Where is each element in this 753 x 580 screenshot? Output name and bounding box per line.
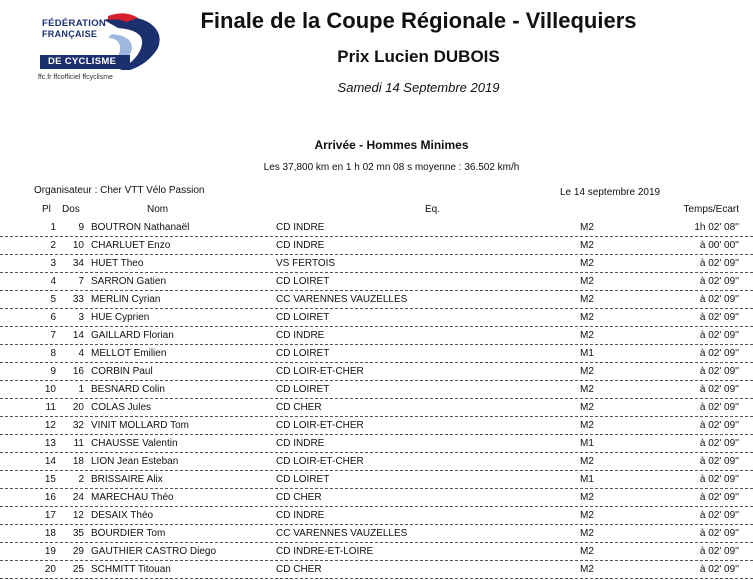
cell-bib: 9: [78, 222, 84, 233]
cell-time: à 02' 09'': [699, 438, 739, 449]
cell-rank: 6: [50, 312, 56, 323]
cell-time: à 02' 09'': [699, 456, 739, 467]
cell-rank: 19: [44, 546, 56, 557]
cell-rank: 20: [44, 564, 56, 575]
cell-team: VS FERTOIS: [276, 258, 336, 269]
cell-rider-name: LION Jean Esteban: [91, 456, 179, 467]
cell-rider-name: BESNARD Colin: [91, 384, 165, 395]
table-row: [0, 273, 753, 291]
cell-team: CD LOIRET: [276, 312, 330, 323]
cell-time: à 02' 09'': [699, 366, 739, 377]
cell-bib: 10: [72, 240, 84, 251]
cell-rank: 12: [44, 420, 56, 431]
table-row: [0, 399, 753, 417]
cell-rider-name: SARRON Gatien: [91, 276, 167, 287]
cell-rank: 9: [50, 366, 56, 377]
cell-time: à 02' 09'': [699, 348, 739, 359]
logo-line-3: DE CYCLISME: [48, 56, 117, 67]
cell-bib: 18: [72, 456, 84, 467]
cell-bib: 11: [73, 438, 84, 449]
cell-category: M2: [580, 366, 594, 377]
cell-rider-name: VINIT MOLLARD Tom: [91, 420, 189, 431]
cell-time: à 02' 09'': [699, 420, 739, 431]
column-header-time: Temps/Ecart: [683, 204, 739, 215]
cell-team: CD LOIRET: [276, 384, 330, 395]
cell-bib: 34: [72, 258, 84, 269]
cell-category: M1: [580, 348, 594, 359]
cell-team: CD LOIRET: [276, 276, 330, 287]
cell-category: M2: [580, 222, 594, 233]
race-title: Arrivée - Hommes Minimes: [314, 138, 469, 152]
cell-rank: 5: [50, 294, 56, 305]
cell-category: M2: [580, 240, 594, 251]
cell-rank: 17: [44, 510, 56, 521]
publication-date: Le 14 septembre 2019: [560, 187, 661, 198]
cell-time: à 02' 09'': [699, 276, 739, 287]
cell-rank: 10: [44, 384, 56, 395]
cell-rank: 13: [44, 438, 56, 449]
cell-time: à 02' 09'': [699, 510, 739, 521]
cell-rider-name: SCHMITT Titouan: [91, 564, 171, 575]
cell-rider-name: MERLIN Cyrian: [91, 294, 161, 305]
cell-time: à 02' 09'': [699, 492, 739, 503]
table-row: [0, 471, 753, 489]
cell-team: CD INDRE: [276, 330, 325, 341]
cell-team: CD INDRE-ET-LOIRE: [276, 546, 374, 557]
column-header-dos: Dos: [62, 204, 80, 215]
cell-time: 1h 02' 08'': [694, 222, 739, 233]
page-title: Finale de la Coupe Régionale - Villequiers: [200, 8, 637, 33]
cell-time: à 02' 09'': [699, 402, 739, 413]
table-row: [0, 561, 753, 579]
table-row: [0, 219, 753, 237]
cell-team: CC VARENNES VAUZELLES: [276, 294, 408, 305]
table-row: [0, 381, 753, 399]
logo-line-1: FÉDÉRATION: [42, 18, 107, 29]
cell-category: M2: [580, 276, 594, 287]
cell-rank: 14: [44, 456, 56, 467]
results-table: [0, 219, 753, 579]
cell-bib: 25: [72, 564, 84, 575]
cell-team: CD LOIR-ET-CHER: [276, 456, 364, 467]
table-row: [0, 417, 753, 435]
cell-rider-name: COLAS Jules: [91, 402, 152, 413]
cell-rank: 4: [50, 276, 56, 287]
cell-team: CD LOIR-ET-CHER: [276, 420, 364, 431]
cell-rank: 3: [50, 258, 56, 269]
cell-bib: 2: [78, 474, 84, 485]
cell-rider-name: BOUTRON Nathanaël: [91, 222, 190, 233]
cell-bib: 24: [72, 492, 84, 503]
cell-time: à 02' 09'': [699, 528, 739, 539]
cell-bib: 16: [72, 366, 84, 377]
cell-team: CD INDRE: [276, 438, 325, 449]
cell-team: CD CHER: [276, 564, 322, 575]
cell-category: M2: [580, 312, 594, 323]
cell-team: CD LOIRET: [276, 474, 330, 485]
table-row: [0, 255, 753, 273]
cell-rank: 15: [44, 474, 56, 485]
cell-rank: 2: [50, 240, 56, 251]
event-date: Samedi 14 Septembre 2019: [337, 80, 500, 95]
cell-rank: 1: [50, 222, 56, 233]
cell-category: M2: [580, 294, 594, 305]
cell-time: à 02' 09'': [699, 474, 739, 485]
cell-team: CD INDRE: [276, 222, 325, 233]
cell-category: M2: [580, 492, 594, 503]
logo-line-2: FRANÇAISE: [42, 29, 98, 39]
cell-rank: 16: [44, 492, 56, 503]
cell-bib: 20: [72, 402, 84, 413]
cell-rider-name: CORBIN Paul: [91, 366, 153, 377]
table-row: [0, 327, 753, 345]
cell-team: CC VARENNES VAUZELLES: [276, 528, 408, 539]
cell-rank: 8: [50, 348, 56, 359]
logo-social-links: ffc.fr ffcofficiel ffcyclisme: [38, 74, 113, 81]
table-row: [0, 507, 753, 525]
cell-category: M2: [580, 384, 594, 395]
page-subtitle: Prix Lucien DUBOIS: [337, 47, 500, 66]
cell-rider-name: BOURDIER Tom: [91, 528, 166, 539]
cell-bib: 32: [72, 420, 84, 431]
table-row: [0, 237, 753, 255]
cell-category: M2: [580, 546, 594, 557]
organizer: Organisateur : Cher VTT Vélo Passion: [34, 185, 205, 196]
cell-rider-name: GAUTHIER CASTRO Diego: [91, 546, 217, 557]
cell-category: M2: [580, 510, 594, 521]
cell-time: à 02' 09'': [699, 330, 739, 341]
cell-bib: 4: [78, 348, 84, 359]
cell-bib: 12: [72, 510, 84, 521]
cell-team: CD CHER: [276, 402, 322, 413]
cell-category: M1: [580, 438, 594, 449]
cell-rank: 7: [50, 330, 56, 341]
column-header-nom: Nom: [147, 204, 169, 215]
cell-rider-name: DESAIX Théo: [91, 510, 154, 521]
cell-category: M2: [580, 564, 594, 575]
cell-team: CD INDRE: [276, 510, 325, 521]
cell-team: CD CHER: [276, 492, 322, 503]
cell-rider-name: GAILLARD Florian: [91, 330, 174, 341]
table-row: [0, 345, 753, 363]
cell-category: M2: [580, 420, 594, 431]
cell-time: à 00' 00'': [699, 240, 739, 251]
cell-bib: 35: [72, 528, 84, 539]
cell-bib: 29: [72, 546, 84, 557]
table-row: [0, 363, 753, 381]
cell-time: à 02' 09'': [699, 258, 739, 269]
race-stats: Les 37,800 km en 1 h 02 mn 08 s moyenne : 36.502 km/h: [263, 162, 520, 173]
cell-rider-name: HUET Theo: [91, 258, 144, 269]
cell-category: M2: [580, 402, 594, 413]
cell-rider-name: CHARLUET Enzo: [91, 240, 171, 251]
cell-time: à 02' 09'': [699, 294, 739, 305]
column-header-pl: Pl: [42, 204, 51, 215]
cell-bib: 1: [78, 384, 84, 395]
cell-time: à 02' 09'': [699, 312, 739, 323]
cell-bib: 33: [72, 294, 84, 305]
column-header-eq: Eq.: [425, 204, 441, 215]
cell-bib: 7: [78, 276, 84, 287]
cell-category: M2: [580, 528, 594, 539]
cell-rider-name: HUE Cyprien: [91, 312, 150, 323]
cell-time: à 02' 09'': [699, 546, 739, 557]
cell-time: à 02' 09'': [699, 384, 739, 395]
cell-team: CD INDRE: [276, 240, 325, 251]
cell-rank: 18: [44, 528, 56, 539]
table-row: [0, 543, 753, 561]
table-row: [0, 525, 753, 543]
cell-rider-name: MARECHAU Théo: [91, 492, 174, 503]
cell-rider-name: MELLOT Emilien: [91, 348, 167, 359]
table-row: [0, 489, 753, 507]
cell-rank: 11: [45, 402, 56, 413]
cell-category: M2: [580, 258, 594, 269]
cell-time: à 02' 09'': [699, 564, 739, 575]
table-row: [0, 453, 753, 471]
cell-category: M2: [580, 456, 594, 467]
cell-category: M2: [580, 330, 594, 341]
cell-team: CD LOIRET: [276, 348, 330, 359]
cell-team: CD LOIR-ET-CHER: [276, 366, 364, 377]
table-row: [0, 435, 753, 453]
cell-bib: 3: [78, 312, 84, 323]
cell-rider-name: BRISSAIRE Alix: [91, 474, 163, 485]
table-row: [0, 309, 753, 327]
table-row: [0, 291, 753, 309]
cell-bib: 14: [72, 330, 84, 341]
cell-rider-name: CHAUSSE Valentin: [91, 438, 178, 449]
cell-category: M1: [580, 474, 594, 485]
